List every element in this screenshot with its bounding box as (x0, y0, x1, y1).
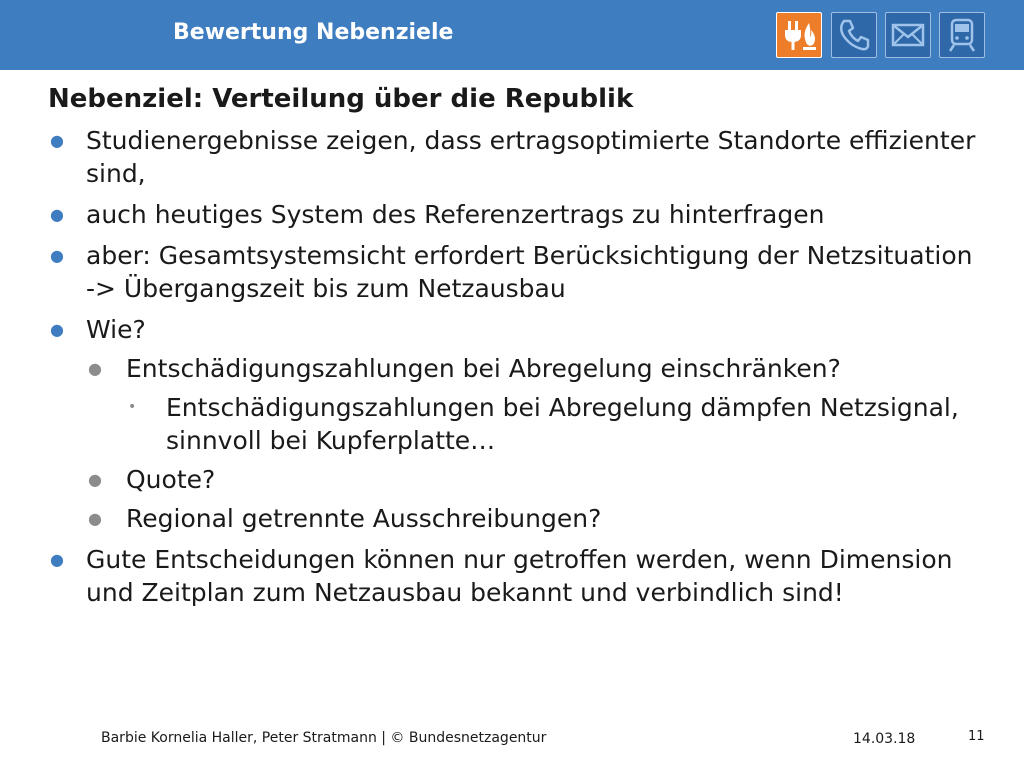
bullet-text: auch heutiges System des Referenzertrags zu hinterfragen (86, 200, 825, 229)
bullet-item (48, 239, 988, 305)
bullet-marker: ● (88, 470, 102, 489)
header-bar (0, 0, 1024, 70)
bullet-marker: ● (50, 205, 64, 224)
bullet-text: Gute Entscheidungen können nur getroffen werden, wenn Dimension und Zeitplan zum Netzausbau bekannt und verbindlich sind! (86, 545, 953, 607)
phone-icon (831, 12, 877, 58)
bullet-text: Entschädigungszahlungen bei Abregelung einschränken? (126, 354, 841, 383)
bullet-marker: ● (50, 131, 64, 150)
mail-icon (885, 12, 931, 58)
energy-plug-flame-icon (776, 12, 822, 58)
slide-title: Bewertung Nebenziele (173, 20, 454, 45)
bullet-marker: ● (50, 246, 64, 265)
footer-author: Barbie Kornelia Haller, Peter Stratmann | © Bundesnetzagentur (101, 730, 547, 746)
bullet-marker: ● (88, 509, 102, 528)
bullet-item (48, 124, 988, 190)
bullet-text: Quote? (126, 465, 216, 494)
slide-subtitle: Nebenziel: Verteilung über die Republik (48, 84, 634, 114)
page-number: 11 (968, 729, 985, 744)
bullet-marker: • (128, 399, 137, 415)
bullet-text: Wie? (86, 315, 146, 344)
rail-icon (939, 12, 985, 58)
sub-bullet-item (48, 352, 988, 385)
bullet-text: Entschädigungszahlungen bei Abregelung dämpfen Netzsignal, sinnvoll bei Kupferplatte… (166, 393, 959, 455)
bullet-marker: ● (50, 320, 64, 339)
sub-sub-bullet-item (48, 391, 988, 457)
bullet-marker: ● (88, 359, 102, 378)
bullet-item (48, 543, 988, 609)
bullet-item (48, 198, 988, 231)
slide-content (48, 82, 988, 609)
bullet-text: Regional getrennte Ausschreibungen? (126, 504, 602, 533)
footer-date: 14.03.18 (853, 731, 916, 747)
sub-bullet-item (48, 502, 988, 535)
bullet-item (48, 313, 988, 346)
bullet-text: aber: Gesamtsystemsicht erfordert Berücksichtigung der Netzsituation -> Übergangszeit bis zum Netzausbau (86, 241, 973, 303)
sub-bullet-item (48, 463, 988, 496)
bullet-text: Studienergebnisse zeigen, dass ertragsoptimierte Standorte effizienter sind, (86, 126, 976, 188)
bullet-marker: ● (50, 550, 64, 569)
